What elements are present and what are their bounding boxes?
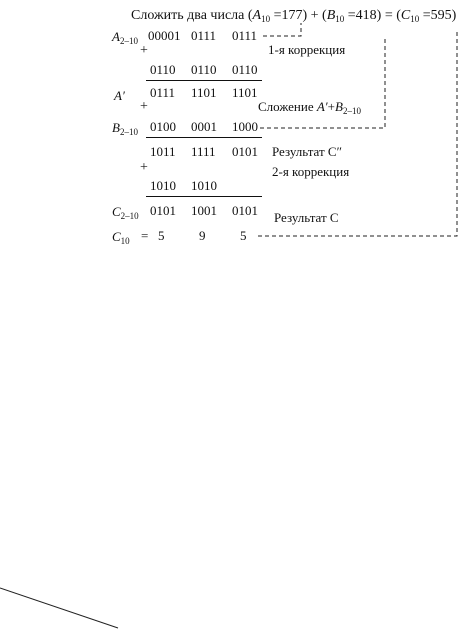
row-a-tetrad-2: 0111 [191,28,217,43]
note-correction-2: 2-я коррекция [272,164,350,179]
title-c-symbol: $C_{10}$ [400,8,420,24]
dashed-connector-c [258,30,457,236]
row-aprime-tetrad-3: 1101 [232,85,258,100]
row-label-b: $B_{2-10}$ [112,120,138,137]
row-label-a: $A_{2-10}$ [112,29,138,46]
row-a-tetrad-1: 00001 [148,28,181,43]
title-a-symbol: $A_{10}$ [252,8,271,24]
row-c-tetrad-3: 0101 [232,203,258,218]
title-b-symbol: $B_{10}$ [326,8,345,24]
plus-sign-1: + [140,43,148,58]
row-corr1-tetrad-3: 0110 [232,62,258,77]
dashed-connector-b [260,36,385,128]
row-b-tetrad-3: 1000 [232,119,258,134]
note-result-c-prime: Результат C″ [272,144,342,159]
plus-sign-2: + [140,99,148,114]
row-b-tetrad-2: 0001 [191,119,217,134]
row-label-a-prime: A′ [114,88,125,103]
decimal-label: $C_{10}$ [112,229,130,246]
title-c-value: =595) [419,8,457,23]
title-a-value: =177) + ( [270,8,327,23]
row-corr1-tetrad-1: 0110 [150,62,176,77]
dashed-connector-a [263,23,301,36]
row-a-tetrad-3: 0111 [232,28,258,43]
note-addition: Сложение $A'+B_{2-10}$ [258,99,361,116]
decimal-equals: = [141,228,149,243]
note-correction-1: 1-я коррекция [268,42,346,57]
row-b-tetrad-1: 0100 [150,119,176,134]
row-cpp-tetrad-3: 0101 [232,144,258,159]
row-c-tetrad-2: 1001 [191,203,217,218]
row-corr1-tetrad-2: 0110 [191,62,217,77]
plus-sign-3: + [140,160,148,175]
row-aprime-tetrad-2: 1101 [191,85,217,100]
row-cpp-tetrad-1: 1011 [150,144,176,159]
row-cpp-tetrad-2: 1111 [191,144,216,159]
note-result-c: Результат C [274,210,339,225]
title-b-value: =418) = ( [344,8,401,23]
decimal-digit-2: 9 [199,228,206,243]
row-aprime-tetrad-1: 0111 [150,85,176,100]
stray-stroke [0,588,118,628]
decimal-digit-1: 5 [158,228,165,243]
row-corr2-tetrad-1: 1010 [150,178,176,193]
title-prefix: Сложить два числа ( [131,8,253,23]
decimal-digit-3: 5 [240,228,247,243]
row-corr2-tetrad-2: 1010 [191,178,217,193]
row-label-c: $C_{2-10}$ [112,204,139,221]
row-c-tetrad-1: 0101 [150,203,176,218]
